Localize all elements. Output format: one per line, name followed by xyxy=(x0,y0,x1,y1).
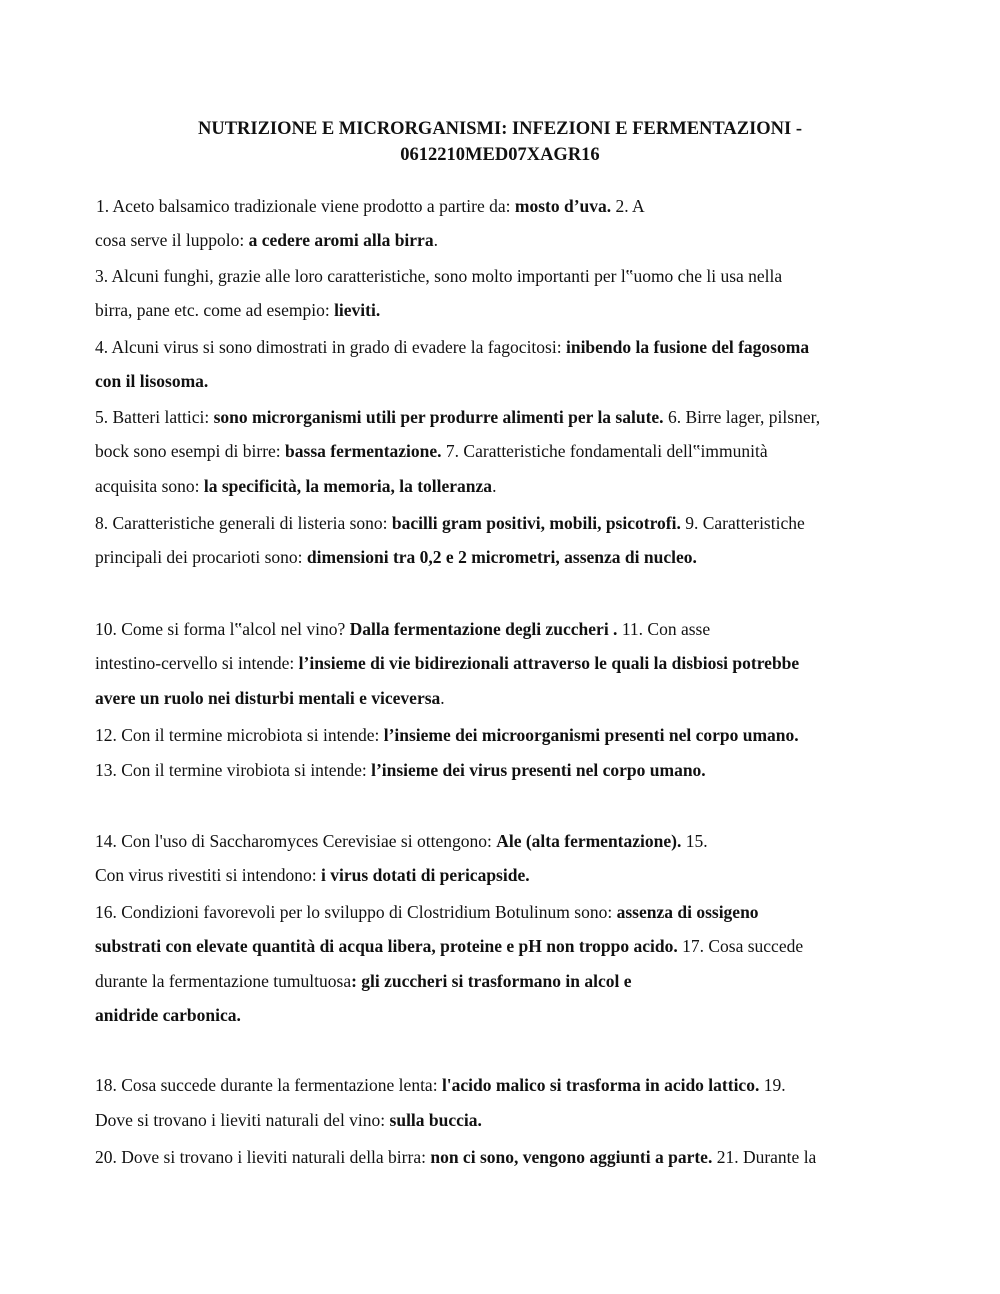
question-text: 2. A xyxy=(611,196,645,216)
text-line xyxy=(95,969,632,993)
bold-answer-text: Ale (alta fermentazione). xyxy=(496,831,682,851)
bold-answer-text: a cedere aromi alla birra xyxy=(248,230,434,250)
question-text: 17. Cosa succede xyxy=(677,936,804,956)
question-text: 15. xyxy=(681,831,708,851)
text-line xyxy=(95,758,706,782)
text-line xyxy=(95,934,803,958)
text-line xyxy=(95,1003,241,1027)
question-text: 20. Dove si trovano i lieviti naturali della birra: xyxy=(95,1147,431,1167)
bold-answer-text: anidride carbonica. xyxy=(95,1005,241,1025)
bold-answer-text: inibendo la fusione del fagosoma xyxy=(565,337,810,357)
question-text: 8. Caratteristiche generali di listeria sono: xyxy=(95,513,392,533)
bold-answer-text: avere un ruolo nei disturbi mentali e viceversa xyxy=(95,688,441,708)
question-text: 1. Aceto balsamico tradizionale viene prodotto a partire da: xyxy=(96,196,515,216)
text-line xyxy=(96,194,645,218)
question-text: . xyxy=(440,688,445,708)
question-text: 7. Caratteristiche fondamentali dell‟immunità xyxy=(441,441,768,461)
question-text: Dove si trovano i lieviti naturali del vino: xyxy=(95,1110,390,1130)
question-text: 18. Cosa succede durante la fermentazione lenta: xyxy=(95,1075,442,1095)
question-text: 11. Con asse xyxy=(617,619,711,639)
question-text: acquisita sono: xyxy=(95,476,204,496)
bold-answer-text: non ci sono, vengono aggiunti a parte. xyxy=(430,1147,713,1167)
text-line xyxy=(95,1073,786,1097)
text-line xyxy=(95,335,809,359)
question-text: 5. Batteri lattici: xyxy=(95,407,214,427)
text-line xyxy=(95,439,768,463)
question-text: 14. Con l'uso di Saccharomyces Cerevisiae si ottengono: xyxy=(95,831,497,851)
question-text: 21. Durante la xyxy=(712,1147,817,1167)
question-text: 12. Con il termine microbiota si intende: xyxy=(95,725,384,745)
text-line xyxy=(95,369,208,393)
bold-answer-text: sono microrganismi utili per produrre alimenti per la salute. xyxy=(213,407,664,427)
bold-answer-text: l’insieme di vie bidirezionali attraverso le quali la disbiosi potrebbe xyxy=(298,653,800,673)
question-text: principali dei procarioti sono: xyxy=(95,547,307,567)
question-text: Con virus rivestiti si intendono: xyxy=(95,865,322,885)
text-line xyxy=(95,829,708,853)
question-text: 9. Caratteristiche xyxy=(680,513,805,533)
text-line xyxy=(95,1108,482,1132)
text-line xyxy=(95,686,445,710)
page-title xyxy=(100,116,900,168)
bold-answer-text: con il lisosoma. xyxy=(95,371,209,391)
text-line xyxy=(95,863,530,887)
question-text: 10. Come si forma l‟alcol nel vino? xyxy=(95,619,350,639)
text-line xyxy=(95,511,805,535)
bold-answer-text: substrati con elevate quantità di acqua libera, proteine e pH non troppo acido. xyxy=(95,936,678,956)
text-line xyxy=(95,228,438,252)
question-text: . xyxy=(492,476,497,496)
bold-answer-text: dimensioni tra 0,2 e 2 micrometri, assenza di nucleo. xyxy=(306,547,697,567)
question-text: cosa serve il luppolo: xyxy=(95,230,249,250)
text-line xyxy=(95,1145,816,1169)
question-text: 4. Alcuni virus si sono dimostrati in grado di evadere la fagocitosi: xyxy=(95,337,566,357)
text-line xyxy=(95,264,782,288)
bold-answer-text: i virus dotati di pericapside. xyxy=(321,865,530,885)
bold-answer-text: l’insieme dei microorganismi presenti nel corpo umano. xyxy=(383,725,799,745)
text-line xyxy=(95,617,710,641)
bold-answer-text: lieviti. xyxy=(334,300,381,320)
text-line xyxy=(95,474,496,498)
title-line-1: NUTRIZIONE E MICRORGANISMI: INFEZIONI E FERMENTAZIONI - xyxy=(197,119,803,139)
bold-answer-text: mosto d’uva. xyxy=(514,196,612,216)
text-line xyxy=(95,298,380,322)
question-text: 6. Birre lager, pilsner, xyxy=(663,407,821,427)
question-text: intestino-cervello si intende: xyxy=(95,653,299,673)
bold-answer-text: assenza di ossigeno xyxy=(616,902,759,922)
question-text: 13. Con il termine virobiota si intende: xyxy=(95,760,372,780)
bold-answer-text: bassa fermentazione. xyxy=(285,441,442,461)
text-line xyxy=(95,651,799,675)
title-line-2: 0612210MED07XAGR16 xyxy=(400,145,600,165)
question-text: . xyxy=(433,230,438,250)
bold-answer-text: la specificità, la memoria, la tolleranza xyxy=(203,476,493,496)
question-text: 16. Condizioni favorevoli per lo sviluppo di Clostridium Botulinum sono: xyxy=(95,902,617,922)
bold-answer-text: Dalla fermentazione degli zuccheri . xyxy=(349,619,618,639)
bold-answer-text: bacilli gram positivi, mobili, psicotrofi. xyxy=(391,513,681,533)
bold-answer-text: sulla buccia. xyxy=(389,1110,482,1130)
bold-answer-text: : gli zuccheri si trasformano in alcol e xyxy=(351,971,632,991)
bold-answer-text: l’insieme dei virus presenti nel corpo umano. xyxy=(371,760,706,780)
text-line xyxy=(95,723,799,747)
bold-answer-text: l'acido malico si trasforma in acido lattico. xyxy=(441,1075,760,1095)
text-line xyxy=(95,900,759,924)
text-line xyxy=(95,545,697,569)
text-line xyxy=(95,405,820,429)
question-text: durante la fermentazione tumultuosa xyxy=(95,971,352,991)
question-text: 19. xyxy=(759,1075,786,1095)
question-text: 3. Alcuni funghi, grazie alle loro caratteristiche, sono molto importanti per l‟uomo che li usa nella xyxy=(95,266,783,286)
question-text: birra, pane etc. come ad esempio: xyxy=(95,300,335,320)
question-text: bock sono esempi di birre: xyxy=(95,441,286,461)
